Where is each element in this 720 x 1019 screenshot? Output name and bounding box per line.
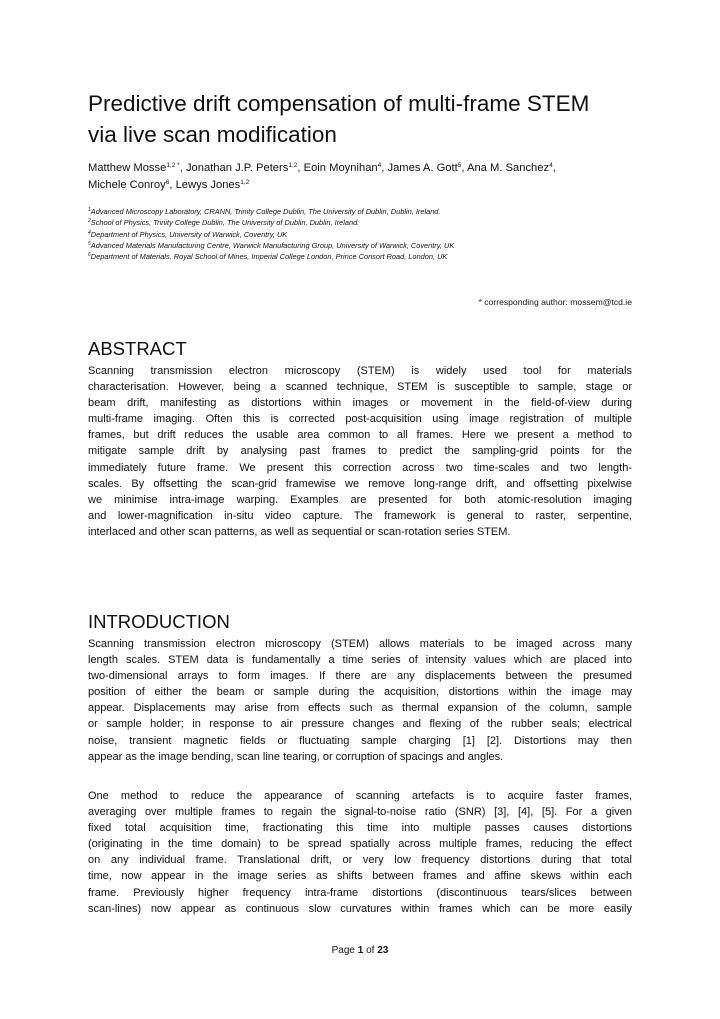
text-line: One method to reduce the appearance of scanning artefacts is to acquire faster frames, [88,790,632,802]
author-affil-mark: 1,2 [288,162,298,169]
author-separator: , [297,162,304,174]
author-name: Michele Conroy [88,179,166,191]
title-line-2: via live scan modification [88,122,337,147]
text-line: position of either the beam or sample during the acquisition, distortions within the image may [88,686,632,699]
text-line: fixed total acquisition time, fractionating this time into multiple passes causes distortions [88,822,632,835]
affiliation-text: Department of Materials, Royal School of Mines, Imperial College London, Prince Consort Road, London, UK [90,252,448,262]
page-footer [0,945,720,956]
affiliation [88,229,638,240]
affiliation-mark: 1 [88,207,91,213]
author-separator: , [461,162,467,174]
text-line: interlaced and other scan patterns, as well as sequential or scan-rotation series STEM. [88,525,511,538]
paper-title [88,88,648,150]
affiliation [88,251,638,262]
author-separator: , [179,162,186,174]
text-line: Scanning transmission electron microscopy (STEM) is widely used tool for materials [88,365,632,377]
text-line: two-dimensional arrays to form images. If there are any displacements between the presumed [88,670,632,683]
author-list [88,160,638,194]
page-label: Page [331,945,358,956]
affiliation-text: Advanced Microscopy Laboratory, CRANN, Trinity College Dublin, The University of Dublin, Dublin, Ireland. [90,207,441,216]
author-affil-mark: 6 [165,179,170,186]
current-page-number: 1 [357,945,364,956]
text-line: multi-frame imaging. Often this is corrected post-acquisition using image registration of multiple [88,413,632,426]
page-of-label: of [363,945,378,956]
affiliation-text: Advanced Materials Manufacturing Centre, Warwick Manufacturing Group, University of Warwick, Coventry, UK [90,240,455,250]
text-line: noise, transient magnetic fields or fluctuating sample charging [1] [2]. Distortions may then [88,734,632,747]
text-line: scales. By offsetting the scan-grid framewise we remove long-range drift, and offsetting pixelwise [88,477,632,490]
text-line: on any individual frame. Translational drift, or very low frequency distortions during that total [88,854,632,867]
affiliation-mark: 5 [88,240,91,247]
text-line: immediately future frame. We present this correction across two time-scales and two length- [88,461,632,474]
text-line: mitigate sample drift by analysing past frames to predict the sampling-grid points for the [88,445,632,458]
author-name: Lewys Jones [175,179,241,191]
abstract-heading: ABSTRACT [88,338,187,359]
author-separator: , [381,162,388,174]
text-line: length scales. STEM data is fundamentally a time series of intensity values which are placed into [88,654,632,667]
author-name: Ana M. Sanchez [466,162,550,174]
author-separator: , [552,162,556,174]
title-line-1: Predictive drift compensation of multi-frame STEM [88,91,590,116]
author-separator: , [169,179,176,191]
author-name: James A. Gott [387,162,458,174]
author-name: Eoin Moynihan [303,162,378,174]
introduction-heading: INTRODUCTION [88,611,230,632]
text-line: and lower-magnification in-situ video capture. The framework is general to raster, serpentine, [88,509,632,522]
text-line: Scanning transmission electron microscopy (STEM) allows materials to be imaged across many [88,638,632,650]
affiliation-mark: 6 [88,252,91,259]
author-name: Jonathan J.P. Peters [185,162,289,174]
affiliation-text: Department of Physics, University of Warwick, Coventry, UK [90,229,288,239]
corresponding-author-note: * corresponding author: mossem@tcd.ie [478,297,632,307]
text-line: characterisation. However, being a scanned technique, STEM is susceptible to sample, stage or [88,381,632,394]
affiliation [88,206,638,217]
text-line: averaging over multiple frames to regain the signal-to-noise ratio (SNR) [3], [4], [5]. For a given [88,806,632,819]
affiliation-mark: 2 [88,218,91,225]
text-line: (originating in the time domain) to be spread spatially across multiple frames, reducing the effect [88,838,632,851]
text-line: we minimise intra-image warping. Examples are presented for both atomic-resolution imaging [88,493,632,506]
total-page-count: 23 [377,945,389,956]
author-affil-mark: 4 [549,162,553,169]
text-line: appear as the image bending, scan line tearing, or corruption of spacings and angles. [88,750,504,763]
text-line: frames, but drift reduces the usable area common to all frames. Here we present a method to [88,429,632,442]
introduction-paragraph-2 [88,788,632,917]
introduction-paragraph-1 [88,636,632,765]
author-affil-mark: 5 [457,162,462,169]
affiliation-list [88,206,638,262]
text-line: frame. Previously higher frequency intra-frame distortions (discontinuous tears/slices between [88,886,632,899]
author-affil-mark: 4 [377,162,382,169]
text-line: time, now appear in the image series as shifts between frames and affine skews within each [88,870,632,883]
affiliation [88,217,638,228]
text-line: scan-lines) now appear as continuous slow curvatures within frames which can be more easily [88,902,632,915]
text-line: or sample holder; in response to air pressure changes and flexing of the rubber seals; electrical [88,718,632,731]
affiliation [88,240,638,251]
affiliation-text: School of Physics, Trinity College Dublin, The University of Dublin, Dublin, Ireland. [90,218,360,228]
text-line: beam drift, manifesting as distortions within images or movement in the field-of-view during [88,397,632,410]
author-name: Matthew Mosse [88,162,167,174]
affiliation-mark: 4 [88,229,91,236]
abstract-body [88,363,632,540]
text-line: appear. Displacements may arise from effects such as thermal expansion of the column, sample [88,702,632,715]
author-affil-mark: 1,2 * [166,162,180,169]
author-affil-mark: 1,2 [240,179,250,186]
